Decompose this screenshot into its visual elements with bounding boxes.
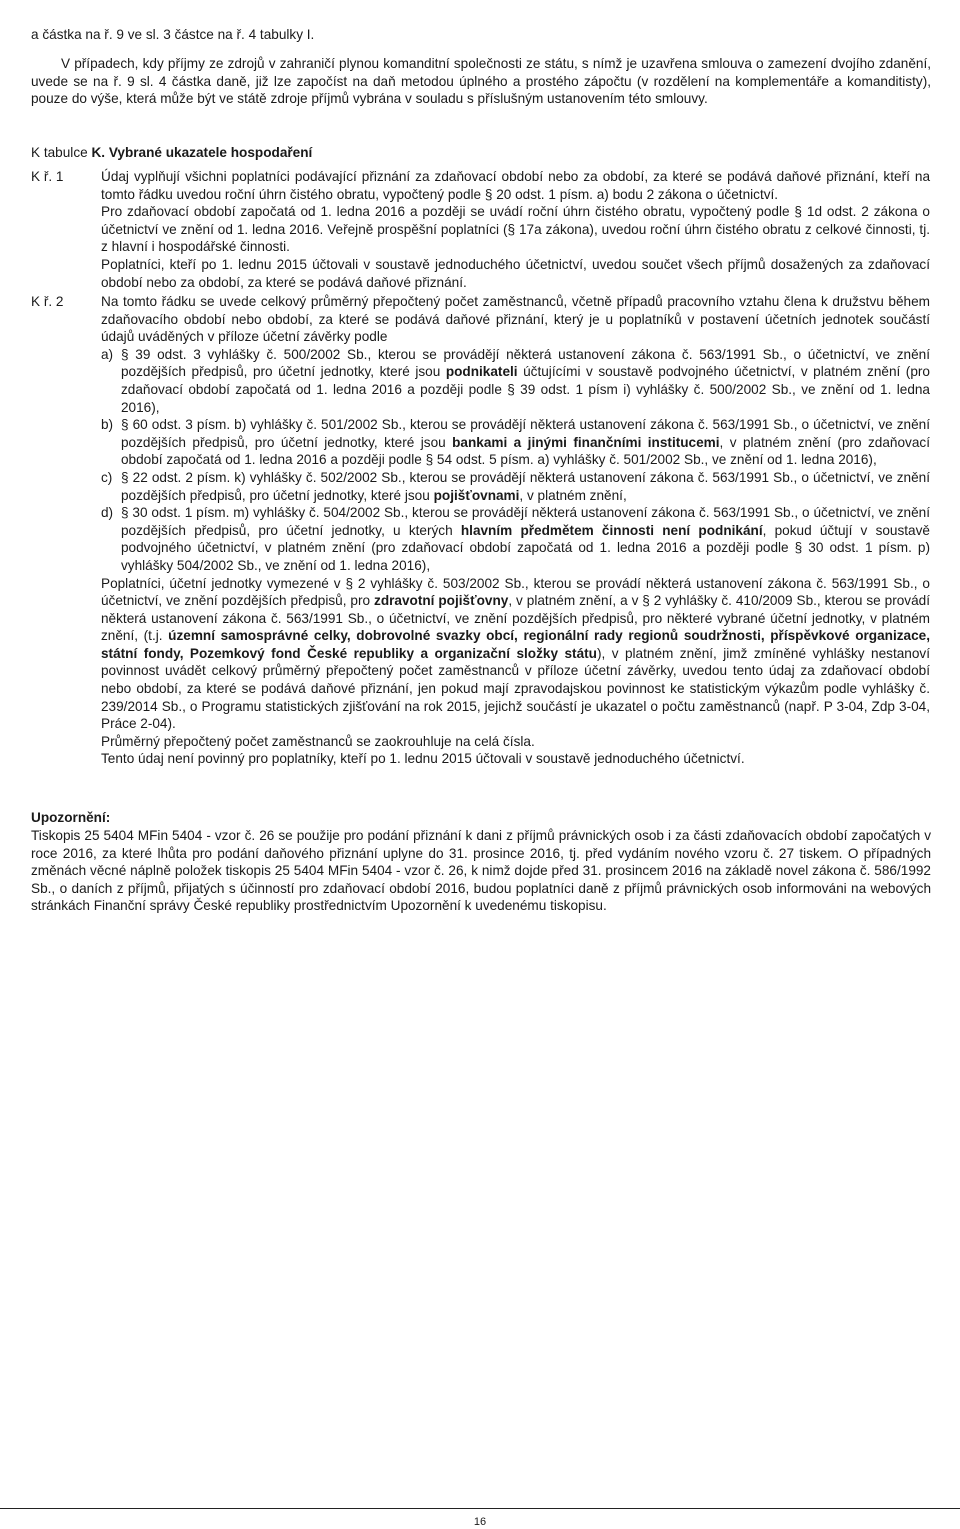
notice-body: Tiskopis 25 5404 MFin 5404 - vzor č. 26 se použije pro podání přiznání k dani z příjmů právnických osob i za části zdaňovacích období započatých v roce 2016, za které lhůta pro podání daňového přiznání uplyne do 31. prosince 2016, tj. před vydáním nového vzoru č. 27 tiskem. O případných změnách věcné náplně položek tiskopis 25 5404 MFin 5404 - vzor č. 26, k nimž dojde před 31. prosincem 2016 na základě novel zákona č. 586/1992 Sb., o daních z příjmů, přijatých s účinností pro zdaňovací období 2016, budou poplatníci daně z příjmů právnických osob informováni na webových stránkách Finanční správy České republiky prostřednictvím Upozornění k uvedenému tiskopisu. [31,828,931,914]
page-number: 16 [473,1516,487,1528]
list-marker: b) [101,417,114,433]
row-2-paragraph: Průměrný přepočtený počet zaměstnanců se zaokrouhluje na celá čísla. [101,733,535,749]
list-marker: d) [101,505,114,521]
heading-title: K. Vybrané ukazatele hospodaření [91,145,313,160]
row-2-paragraph: Tento údaj není povinný pro poplatníky, kteří po 1. lednu 2015 účtovali v soustavě jednoduchého účetnictví. [101,751,745,767]
row-2-label: K ř. 2 [31,294,64,309]
list-item: d) § 30 odst. 1 písm. m) vyhlášky č. 504/2002 Sb., kterou se provádějí některá ustanovení zákona č. 563/1991 Sb., o účetnictví, ve znění pozdějších předpisů, pro účetní jednotky, u kterých hlavním předmětem činnosti není podnikání, pokud účtují v soustavě podvojného účetnictví, v platném znění (pro zdaňovací období započatá od 1. ledna 2016 a později podle § 30 odst. 1 písm. p) vyhlášky 504/2002 Sb., ve znění od 1. ledna 2016), [101,505,930,573]
list-marker: a) [101,346,114,362]
row-1-label: K ř. 1 [31,169,64,184]
list-item: a) § 39 odst. 3 vyhlášky č. 500/2002 Sb., kterou se provádějí některá ustanovení zákona č. 563/1991 Sb., o účetnictví, ve znění pozdějších předpisů, pro účetní jednotky, které jsou podnikateli účtujícími v soustavě podvojného účetnictví, v platném znění (pro zdaňovací období započatá od 1. ledna 2016 a později podle § 39 odst. 1 písm i) vyhlášky č. 500/2002 Sb., ve znění od 1. ledna 2016), [101,346,930,415]
notice-title: Upozornění: [31,810,111,825]
row-1-paragraph: Pro zdaňovací období započatá od 1. ledna 2016 a později se uvádí roční úhrn čistého obratu, vypočtený podle § 1d odst. 2 zákona o účetnictví ve znění od 1. ledna 2016. Veřejně prospěšní poplatníci (§ 17a zákona), uvedou roční úhrn čistého obratu z celkové činnosti, tj. z hlavní i hospodářské činnosti. [101,204,930,255]
opening-line: a částka na ř. 9 ve sl. 3 částce na ř. 4 tabulky I. [31,27,315,42]
row-2-paragraph: Poplatníci, účetní jednotky vymezené v § 2 vyhlášky č. 503/2002 Sb., kterou se provádí některá ustanovení zákona č. 563/1991 Sb., o účetnictví, ve znění pozdějších předpisů, pro zdravotní pojišťovny, v platném znění, a v § 2 vyhlášky č. 410/2009 Sb., kterou se provádí některá ustanovení zákona č. 563/1991 Sb., o účetnictví, ve znění pozdějších předpisů, pro některé vybrané účetní jednotky, v platném znění, (t.j. územní samosprávné celky, dobrovolné svazky obcí, regionální rady regionů soudržnosti, příspěvkové organizace, státní fondy, Pozemkový fond České republiky a organizační složky státu), v platném znění, jimž zmíněné vyhlášky nestanoví povinnost uvádět celkový průměrný přepočtený počet zaměstnanců v příloze účetní závěrky, uvedou tento údaj za zdaňovací období nebo období, za které se podává daňové přiznání, jen pokud mají zpravodajskou povinnost ke statistickým výkazům podle vyhlášky č. 239/2014 Sb., o Programu statistických zjišťování na rok 2015, jejichž součástí je ukazatel o počtu zaměstnanců (např. P 3-04, Zdp 3-04, Práce 2-04). [101,575,931,732]
row-2-body [101,293,930,768]
row-1-body [101,168,930,291]
row-1-paragraph: Údaj vyplňují všichni poplatníci podávající přiznání za zdaňovací období nebo za období, za které se podává daňové přiznání, kteří na tomto řádku uvedou roční úhrn čistého obratu, vypočtený podle § 20 odst. 1 písm. a) bodu 2 zákona o účetnictví. [101,169,930,202]
footer-divider [0,1508,960,1509]
row-1-paragraph: Poplatníci, kteří po 1. lednu 2015 účtovali v soustavě jednoduchého účetnictví, uvedou součet všech příjmů dosažených za zdaňovací období nebo za období, za které se podává daňové přiznání. [101,256,930,290]
list-item: c) § 22 odst. 2 písm. k) vyhlášky č. 502/2002 Sb., kterou se provádějí některá ustanovení zákona č. 563/1991 Sb., o účetnictví, ve znění pozdějších předpisů, pro účetní jednotky, které jsou pojišťovnami, v platném znění, [101,469,930,503]
heading-prefix: K tabulce [31,145,92,160]
list-item: b) § 60 odst. 3 písm. b) vyhlášky č. 501/2002 Sb., kterou se provádějí některá ustanovení zákona č. 563/1991 Sb., o účetnictví, ve znění pozdějších předpisů, pro účetní jednotky, které jsou bankami a jinými finančními institucemi, v platném znění (pro zdaňovací období započatá od 1. ledna 2016 a později podle § 54 odst. 5 písm. a) vyhlášky č. 501/2002 Sb., ve znění od 1. ledna 2016), [101,417,930,468]
intro-paragraph: V případech, kdy příjmy ze zdrojů v zahraničí plynou komanditní společnosti ze státu, s nímž je uzavřena smlouva o zamezení dvojího zdanění, uvede se na ř. 9 sl. 4 částka daně, již lze započíst na daň metodou úplného a prostého zápočtu (v rozdělení na komplementáře a komanditisty), pouze do výše, která může být ve státě zdroje příjmů vybrána v souladu s příslušným ustanovením této smlouvy. [31,56,931,107]
row-2-paragraph: Na tomto řádku se uvede celkový průměrný přepočtený počet zaměstnanců, včetně případů pracovního vztahu člena k družstvu během zdaňovacího období nebo období, za které se podává daňové přiznání, který je u poplatníků v postavení účetních jednotek součástí údajů uváděných v příloze účetní závěrky podle [101,294,930,345]
section-heading [31,144,931,162]
list-marker: c) [101,469,113,485]
